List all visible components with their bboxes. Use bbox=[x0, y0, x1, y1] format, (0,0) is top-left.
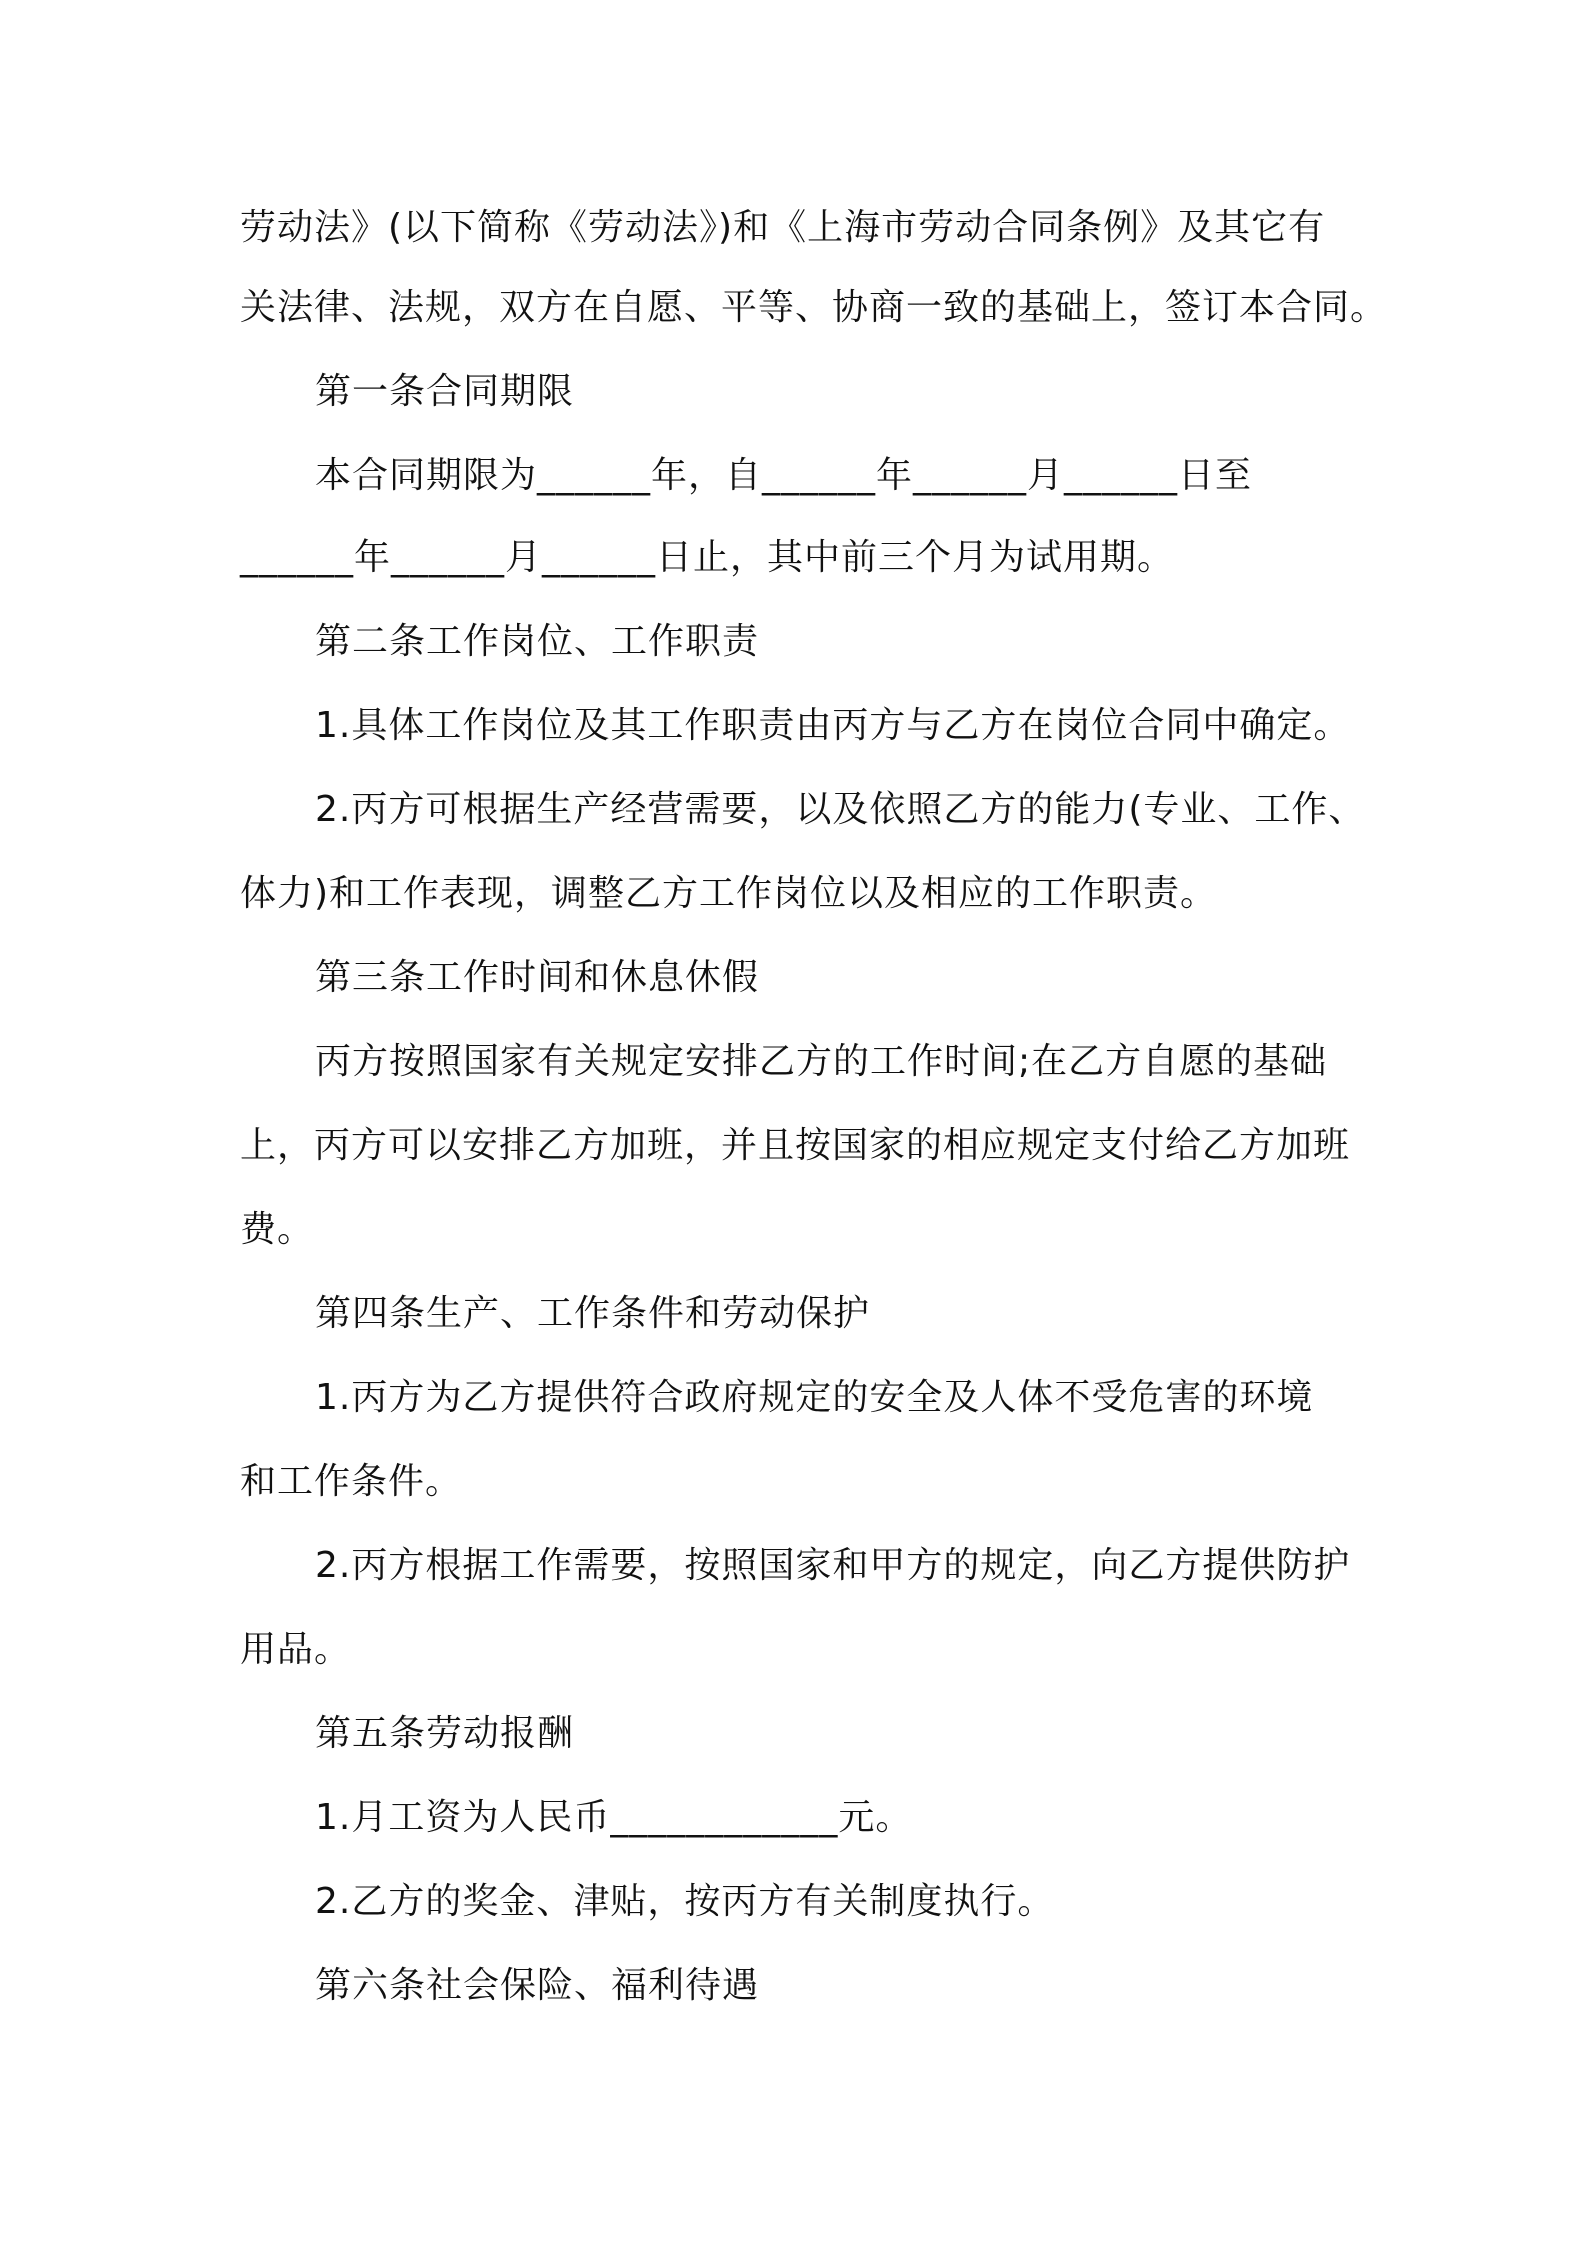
article-2-item-1: 1.具体工作岗位及其工作职责由丙方与乙方在岗位合同中确定。 bbox=[315, 705, 1351, 746]
paragraph-line-intro-2: 关法律、法规，双方在自愿、平等、协商一致的基础上，签订本合同。 bbox=[240, 287, 1388, 328]
article-1-line-2: ______年______月______日止，其中前三个月为试用期。 bbox=[240, 537, 1175, 578]
article-2-item-2-line-2: 体力)和工作表现，调整乙方工作岗位以及相应的工作职责。 bbox=[240, 873, 1218, 914]
article-4-heading: 第四条生产、工作条件和劳动保护 bbox=[315, 1293, 871, 1334]
paragraph-line-intro-1: 劳动法》(以下简称《劳动法》)和《上海市劳动合同条例》及其它有 bbox=[240, 207, 1326, 248]
article-5-item-2: 2.乙方的奖金、津贴，按丙方有关制度执行。 bbox=[315, 1881, 1055, 1922]
article-3-line-2: 上，丙方可以安排乙方加班，并且按国家的相应规定支付给乙方加班 bbox=[240, 1125, 1351, 1166]
article-4-item-2-line-2: 用品。 bbox=[240, 1629, 352, 1670]
article-2-heading: 第二条工作岗位、工作职责 bbox=[315, 621, 760, 662]
article-3-line-1: 丙方按照国家有关规定安排乙方的工作时间;在乙方自愿的基础 bbox=[315, 1041, 1328, 1082]
article-6-heading: 第六条社会保险、福利待遇 bbox=[315, 1965, 760, 2006]
article-5-item-1: 1.月工资为人民币____________元。 bbox=[315, 1797, 913, 1838]
article-4-item-2-line-1: 2.丙方根据工作需要，按照国家和甲方的规定，向乙方提供防护 bbox=[315, 1545, 1351, 1586]
article-2-item-2-line-1: 2.丙方可根据生产经营需要，以及依照乙方的能力(专业、工作、 bbox=[315, 789, 1366, 830]
article-1-heading: 第一条合同期限 bbox=[315, 371, 575, 412]
article-5-heading: 第五条劳动报酬 bbox=[315, 1713, 575, 1754]
article-4-item-1-line-2: 和工作条件。 bbox=[240, 1461, 463, 1502]
article-3-line-3: 费。 bbox=[240, 1209, 315, 1250]
article-1-line-1: 本合同期限为______年，自______年______月______日至 bbox=[315, 455, 1253, 496]
article-4-item-1-line-1: 1.丙方为乙方提供符合政府规定的安全及人体不受危害的环境 bbox=[315, 1377, 1314, 1418]
article-3-heading: 第三条工作时间和休息休假 bbox=[315, 957, 760, 998]
